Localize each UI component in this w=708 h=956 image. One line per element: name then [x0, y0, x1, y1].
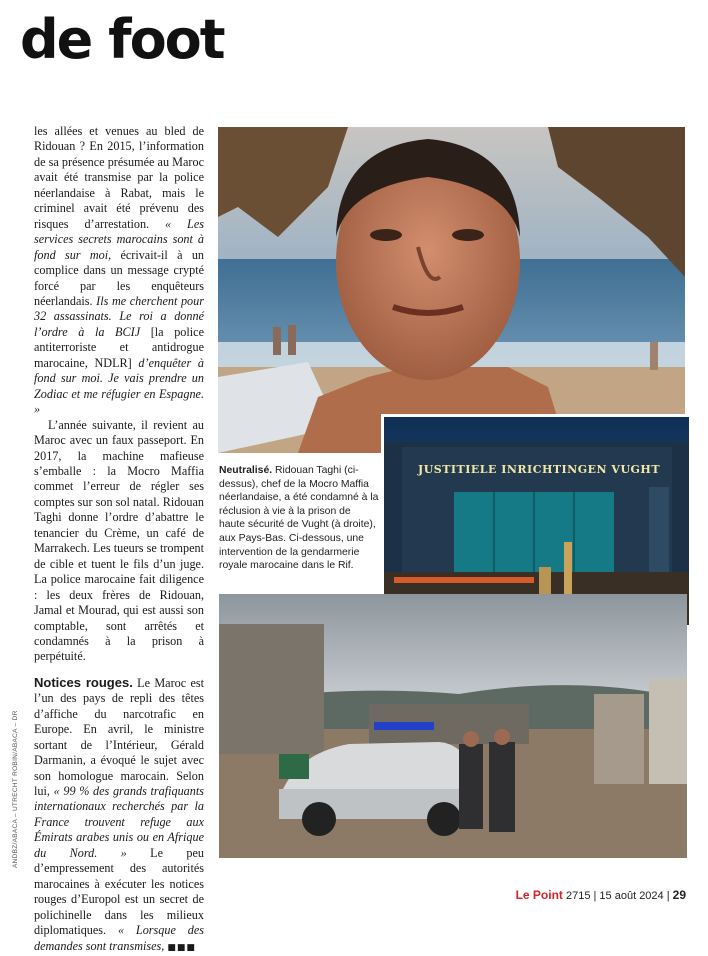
page-footer: [516, 888, 686, 902]
photo-caption: Neutralisé. Ridouan Taghi (ci-dessus), chef de la Mocro Maffia néerlandaise, a été condamné à la réclusion à vie à la prison de haute sécurité de Vught (à droite), aux Pays-Bas. Ci-dessous, une intervention de la gendarmerie royale marocaine dans le Rif.: [219, 465, 379, 572]
photo-police: [219, 594, 687, 858]
paragraph-2: L’année suivante, il revient au Maroc avec un faux passeport. En 2017, la machine mafieuse s’emballe : la Mocro Maffia commet l’erreur de régler ses comptes sur son sol natal. Ridouan Taghi donne l’ordre d’abattre le tenancier du Crème, un café de Marrakech. Les tueurs se trompent de cible et tuent le fils d’un juge. La police marocaine fait diligence : les deux frères de Ridouan, Jamal et Mourad, qui est aussi son comptable, sont arrêtés et condamnés à la prison à perpétuité.: [34, 417, 204, 664]
photo-credit: ANDBZ/ABACA – UTRECHT ROBIN/ABACA – DR: [12, 710, 19, 868]
subhead: Notices rouges.: [34, 674, 133, 690]
prison-sign: JUSTITIELE INRICHTINGEN VUGHT: [417, 463, 661, 476]
brand-name: Le Point: [515, 888, 563, 902]
photo-selfie: [218, 127, 685, 453]
paragraph-1: les allées et venues au bled de Ridouan ? En 2015, l’information de sa présence présumée au Maroc avait été transmise par la police néerlandaise à Rabat, mais le criminel avait été prévenu des risques d’arrestation. « Les services secrets marocains sont à fond sur moi, écrivait-il à un complice dans un message crypté forcé par les enquêteurs néerlandais. Ils me cherchent pour 32 assassinats. Le roi a donné l’ordre à la BCIJ [la police antiterroriste et antidrogue marocaine, NDLR] d’enquêter à fond sur moi. Je vais prendre un Zodiac et me réfugier en Espagne. »: [34, 124, 205, 417]
paragraph-3: Notices rouges. Le Maroc est l’un des pays de repli des têtes d’affiche du narcotrafic en Europe. En avril, le ministre sortant de l’Intérieur, Gérald Darmanin, a évoqué le sujet avec son homologue marocain. Selon lui, « 99 % des grands trafiquants internationaux recherchés par la France trouvent refuge aux Émirats arabes unis ou en Afrique du Nord. » Le peu d’empressement des autorités marocaines à exécuter les notices rouges d’Europol est un secret de polichinelle dans les milieux diplomatiques. « Lorsque des demandes sont transmises, ■■■: [34, 674, 205, 953]
article-column: [34, 124, 204, 956]
end-mark: ■■■: [167, 942, 196, 953]
issue-info: 2715 | 15 août 2024 |: [562, 890, 673, 902]
page-number: 29: [672, 888, 686, 902]
headline: de foot: [20, 8, 224, 71]
